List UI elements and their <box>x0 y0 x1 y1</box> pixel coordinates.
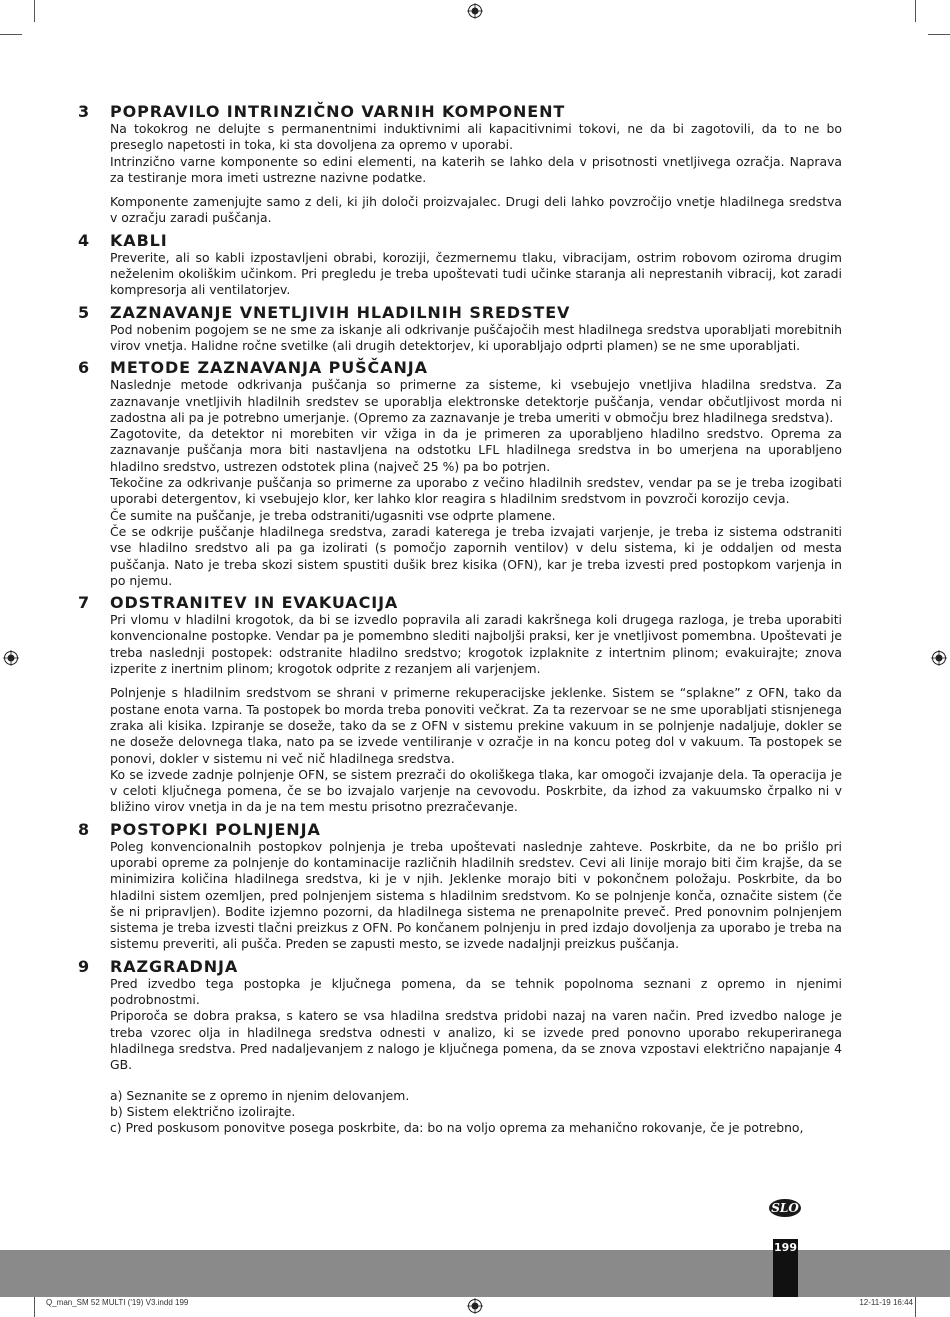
paragraph: Na tokokrog ne delujte s permanentnimi induktivnimi ali kapacitivnimi tokovi, ne da bi zagotovili, da to ne bo preseglo napetosti in toka, ki sta dovoljena za opremo v uporabi. <box>110 121 842 153</box>
section-title: POSTOPKI POLNJENJA <box>110 819 321 839</box>
paragraph: Naslednje metode odkrivanja puščanja so primerne za sisteme, ki vsebujejo vnetljiva hladilna sredstva. Za zaznavanje vnetljivih hladilnih sredstev se uporablja elektronske detektorje puščanja, vendar občutljivost morda ni zadostna ali pa je potrebno umerjanje. (Opremo za zaznavanje je treba umeriti v območju brez hladilnega sredstva). <box>110 377 842 425</box>
section-title: RAZGRADNJA <box>110 956 239 976</box>
paragraph: Intrinzično varne komponente so edini elementi, na katerih se lahko dela v prisotnosti vnetljivega ozračja. Naprava za testiranje mora imeti ustrezne nazivne podatke. <box>110 153 842 185</box>
section-8 <box>78 820 842 953</box>
document-body <box>78 102 842 1140</box>
registration-mark-icon <box>467 3 483 19</box>
page-number: 199 <box>774 1241 797 1254</box>
paragraph: Priporoča se dobra praksa, s katero se vsa hladilna sredstva pridobi nazaj na varen način. Pred izvedbo naloge je treba vzorec olja in hladilnega sredstva odnesti v analizo, ki se izvede pred ponovno uporabo rekuperiranega hladilnega sredstva. Pred nadaljevanjem z nalogo je ključnega pomena, da se znova vzpostavi električno napajanje 4 GB. <box>110 1008 842 1073</box>
paragraph: Komponente zamenjujte samo z deli, ki jih določi proizvajalec. Drugi deli lahko povzročijo vnetje hladilnega sredstva v ozračju zaradi puščanja. <box>110 194 842 226</box>
section-title: ODSTRANITEV IN EVAKUACIJA <box>110 593 399 613</box>
paragraph: Pod nobenim pogojem se ne sme za iskanje ali odkrivanje puščajočih mest hladilnega sredstva uporabljati morebitnih virov vnetja. Halidne ročne svetilke (ali drugih detektorjev, ki uporabljajo odprti plamen) se ne sme uporabljati. <box>110 321 842 353</box>
paragraph: Zagotovite, da detektor ni morebiten vir vžiga in da je primeren za uporabljeno hladilno sredstvo. Oprema za zaznavanje puščanja mora biti nastavljena na odstotku LFL hladilnega sredstva in bo umerjena na uporabljeno hladilno sredstvo, ustrezen odstotek plina (največ 25 %) pa bo potrjen. <box>110 426 842 474</box>
paragraph: Preverite, ali so kabli izpostavljeni obrabi, koroziji, čezmernemu tlaku, vibracijam, ostrim robovom oziroma drugim neželenim okoliškim učinkom. Pri pregledu je treba upoštevati tudi učinke staranja ali neprestanih vibracij, kot zaradi kompresorja ali ventilatorjev. <box>110 249 842 298</box>
list-item: b) Sistem električno izolirajte. <box>110 1103 296 1119</box>
registration-mark-icon <box>3 650 19 666</box>
paragraph: Pri vlomu v hladilni krogotok, da bi se izvedlo popravila ali zaradi kakršnega koli drugega razloga, je treba uporabiti konvencionalne postopke. Vendar pa je pomembno slediti najboljši praksi, ker je vnetljivost pomembna. Upoštevati je treba naslednji postopek: odstranite hladilno sredstvo; krogotok izplaknite z intertnim plinom; evakuirajte; znova izperite z inertnim plinom; krogotok odprite z rezanjem ali varjenjem. <box>110 612 842 677</box>
paragraph: Tekočine za odkrivanje puščanja so primerne za uporabo z večino hladilnih sredstev, vendar pa se je treba izogibati uporabi detergentov, ki vsebujejo klor, ker lahko klor reagira s hladilnim sredstvom in povzroči korozijo cevja. <box>110 475 842 507</box>
section-number: 5 <box>78 302 90 322</box>
section-number: 6 <box>78 358 90 378</box>
crop-mark <box>34 0 35 22</box>
print-slug-date: 12-11-19 16:44 <box>859 1298 913 1307</box>
registration-mark-icon <box>467 1298 483 1314</box>
section-5 <box>78 303 842 355</box>
section-number: 4 <box>78 230 90 250</box>
list-item: c) Pred poskusom ponovitve posega poskrbite, da: bo na voljo oprema za mehanično rokovanje, če je potrebno, <box>110 1120 804 1136</box>
section-9 <box>78 957 842 1137</box>
paragraph: Polnjenje s hladilnim sredstvom se shrani v primerne rekuperacijske jeklenke. Sistem se “splakne” z OFN, tako da postane enota varna. Ta postopek bo morda treba ponoviti večkrat. Za ta rezervoar se ne sme uporabljati stisnjenega zraka ali kisika. Izpiranje se doseže, tako da se z OFN v sistemu prekine vakuum in se polnjenje nadaljuje, dokler se ne doseže delovnega tlaka, nato pa se izvede ventiliranje v ozračje in na koncu poteg dol v vakuum. Ta postopek se ponovi, dokler v sistemu ni več nič hladilnega sredstva. <box>110 685 842 766</box>
crop-mark <box>928 34 950 35</box>
list-item: a) Seznanite se z opremo in njenim delovanjem. <box>110 1087 410 1103</box>
section-title: POPRAVILO INTRINZIČNO VARNIH KOMPONENT <box>110 102 566 121</box>
crop-mark <box>34 1295 35 1317</box>
paragraph: Ko se izvede zadnje polnjenje OFN, se sistem prezrači do okoliškega tlaka, kar omogoči izvajanje dela. Ta operacija je v celoti ključnega pomena, če se bo izvajalo varjenje na cevovodu. Poskrbite, da izhod za vakuumsko črpalko ni v bližino virov vnetja in da je na tem mestu prisotno prezračevanje. <box>110 766 842 815</box>
registration-mark-icon <box>931 650 947 666</box>
section-6 <box>78 358 842 589</box>
section-title: METODE ZAZNAVANJA PUŠČANJA <box>110 358 428 378</box>
crop-mark <box>0 34 22 35</box>
section-3 <box>78 102 842 227</box>
section-number: 9 <box>78 956 90 976</box>
section-number: 7 <box>78 593 90 613</box>
crop-mark <box>915 1295 916 1317</box>
language-badge: SLO <box>769 1199 801 1217</box>
paragraph: Če se odkrije puščanje hladilnega sredstva, zaradi katerega je treba izvajati varjenje, je treba iz sistema odstraniti vse hladilno sredstvo ali pa ga izolirati (s pomočjo zapornih ventilov) v delu sistema, ki je oddaljen od mesta puščanja. Nato je treba skozi sistem spustiti dušik brez kisika (OFN), kar je treba izvesti pred postopkom varjenja in po njemu. <box>110 523 842 588</box>
paragraph: Poleg konvencionalnih postopkov polnjenja je treba upoštevati naslednje zahteve. Poskrbite, da ne bo prišlo pri uporabi opreme za polnjenje do kontaminacije različnih hladilnih sredstev. Cevi ali linije morajo biti čim krajše, da se minimizira količina hladilnega sredstva, ki je v njih. Jeklenke morajo biti v pokončnem položaju. Poskrbite, da bo hladilni sistem ozemljen, pred polnjenjem sistema s hladilnim sredstvom. Ko se polnjenje konča, označite sistem (če še ni pripravljen). Bodite izjemno pozorni, da hladilnega sistema ne prenapolnite preveč. Pred ponovnim polnjenjem sistema je treba izvesti tlačni preizkus z OFN. Po končanem polnjenju in pred izdajo dovoljenja za uporabo je treba na sistemu preveriti, ali pušča. Preden se zapusti mesto, se izvede nadaljnji preizkus puščanja. <box>110 838 842 952</box>
paragraph: Če sumite na puščanje, je treba odstraniti/ugasniti vse odprte plamene. <box>110 507 556 523</box>
footer-band <box>0 1250 950 1297</box>
section-number: 8 <box>78 819 90 839</box>
print-slug-file: Q_man_SM 52 MULTI ('19) V3.indd 199 <box>46 1298 189 1307</box>
section-4 <box>78 231 842 299</box>
section-title: ZAZNAVANJE VNETLJIVIH HLADILNIH SREDSTEV <box>110 302 571 322</box>
section-7 <box>78 593 842 816</box>
section-title: KABLI <box>110 230 168 250</box>
paragraph: Pred izvedbo tega postopka je ključnega pomena, da se tehnik popolnoma seznani z opremo in njenimi podrobnostmi. <box>110 975 842 1008</box>
section-number: 3 <box>78 102 90 121</box>
crop-mark <box>915 0 916 22</box>
